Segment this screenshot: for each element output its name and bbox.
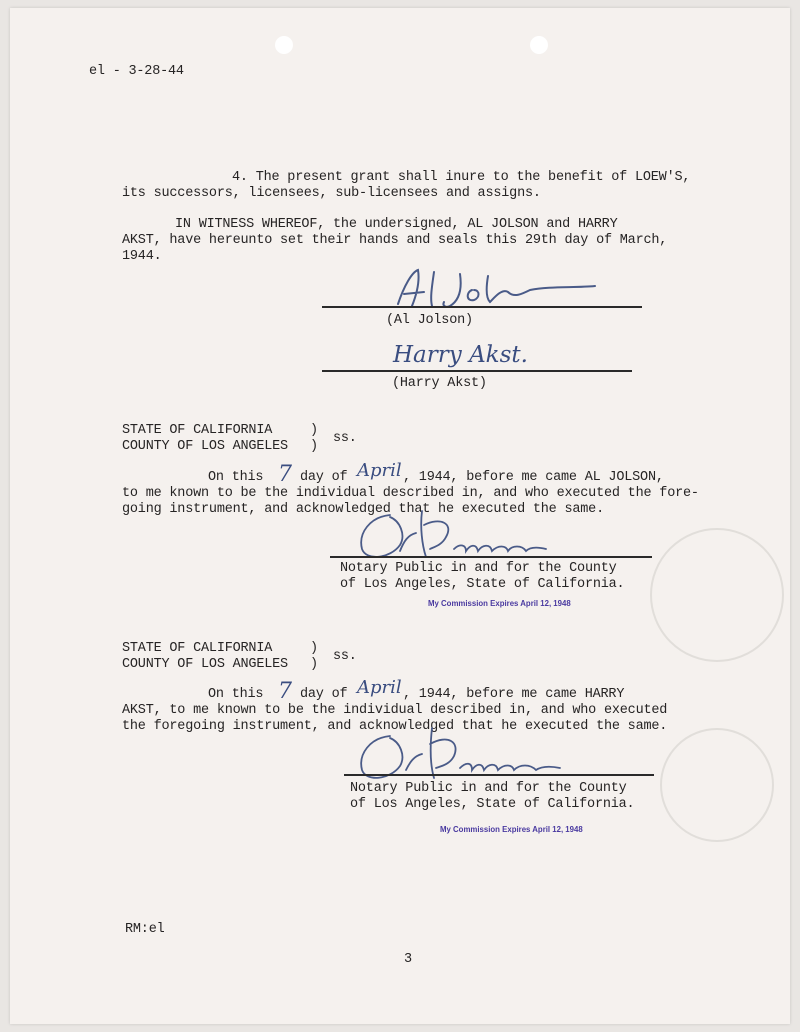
- venue-state: STATE OF CALIFORNIA: [122, 423, 273, 438]
- embossed-seal: [650, 528, 784, 662]
- notary-title-line: Notary Public in and for the County: [340, 561, 617, 576]
- akst-signature: Harry Akst.: [393, 342, 528, 368]
- ack-line: the foregoing instrument, and acknowledged that he executed the same.: [122, 719, 668, 734]
- ack-on-this: On this: [208, 687, 264, 702]
- typist-initials: RM:el: [125, 922, 165, 937]
- ack-month-handwritten: April: [357, 677, 402, 698]
- notary-signature: [350, 718, 580, 788]
- venue-bracket: ): [310, 439, 318, 454]
- notary-signature-line: [330, 556, 652, 558]
- ack-line: to me known to be the individual described in, and who executed the fore-: [122, 486, 699, 501]
- venue-county: COUNTY OF LOS ANGELES: [122, 439, 288, 454]
- ack-month-handwritten: April: [357, 460, 402, 481]
- paragraph-4-line: 4. The present grant shall inure to the benefit of LOEW'S,: [232, 170, 691, 185]
- venue-bracket: ): [310, 641, 318, 656]
- venue-ss: ss.: [333, 649, 357, 664]
- commission-stamp: My Commission Expires April 12, 1948: [428, 598, 571, 608]
- ack-line: AKST, to me known to be the individual described in, and who executed: [122, 703, 668, 718]
- embossed-seal: [660, 728, 774, 842]
- page-number: 3: [404, 952, 412, 967]
- akst-signature-line: [322, 370, 632, 372]
- notary-signature-line: [344, 774, 654, 776]
- ack-line: , 1944, before me came AL JOLSON,: [403, 470, 664, 485]
- venue-county: COUNTY OF LOS ANGELES: [122, 657, 288, 672]
- venue-state: STATE OF CALIFORNIA: [122, 641, 273, 656]
- akst-name-label: (Harry Akst): [392, 376, 487, 391]
- punch-hole-left: [275, 36, 293, 54]
- punch-hole-right: [530, 36, 548, 54]
- venue-bracket: ): [310, 423, 318, 438]
- witness-clause-line: 1944.: [122, 249, 162, 264]
- ack-on-this: On this: [208, 470, 264, 485]
- jolson-name-label: (Al Jolson): [386, 313, 473, 328]
- witness-clause-line: AKST, have hereunto set their hands and seals this 29th day of March,: [122, 233, 668, 248]
- venue-ss: ss.: [333, 431, 357, 446]
- document-reference: el - 3-28-44: [89, 64, 184, 79]
- witness-clause-line: IN WITNESS WHEREOF, the undersigned, AL JOLSON and HARRY: [175, 217, 618, 232]
- venue-bracket: ): [310, 657, 318, 672]
- ack-day-handwritten: 7: [278, 679, 292, 704]
- ack-day-handwritten: 7: [278, 462, 292, 487]
- commission-stamp: My Commission Expires April 12, 1948: [440, 824, 583, 834]
- ack-day-of: day of: [300, 687, 348, 702]
- ack-line: , 1944, before me came HARRY: [403, 687, 625, 702]
- paragraph-4-line: its successors, licensees, sub-licensees and assigns.: [122, 186, 541, 201]
- ack-line: going instrument, and acknowledged that he executed the same.: [122, 502, 604, 517]
- document-page: [10, 8, 790, 1024]
- jolson-signature-line: [322, 306, 642, 308]
- ack-day-of: day of: [300, 470, 348, 485]
- notary-title-line: Notary Public in and for the County: [350, 781, 627, 796]
- notary-title-line: of Los Angeles, State of California.: [340, 577, 625, 592]
- notary-title-line: of Los Angeles, State of California.: [350, 797, 635, 812]
